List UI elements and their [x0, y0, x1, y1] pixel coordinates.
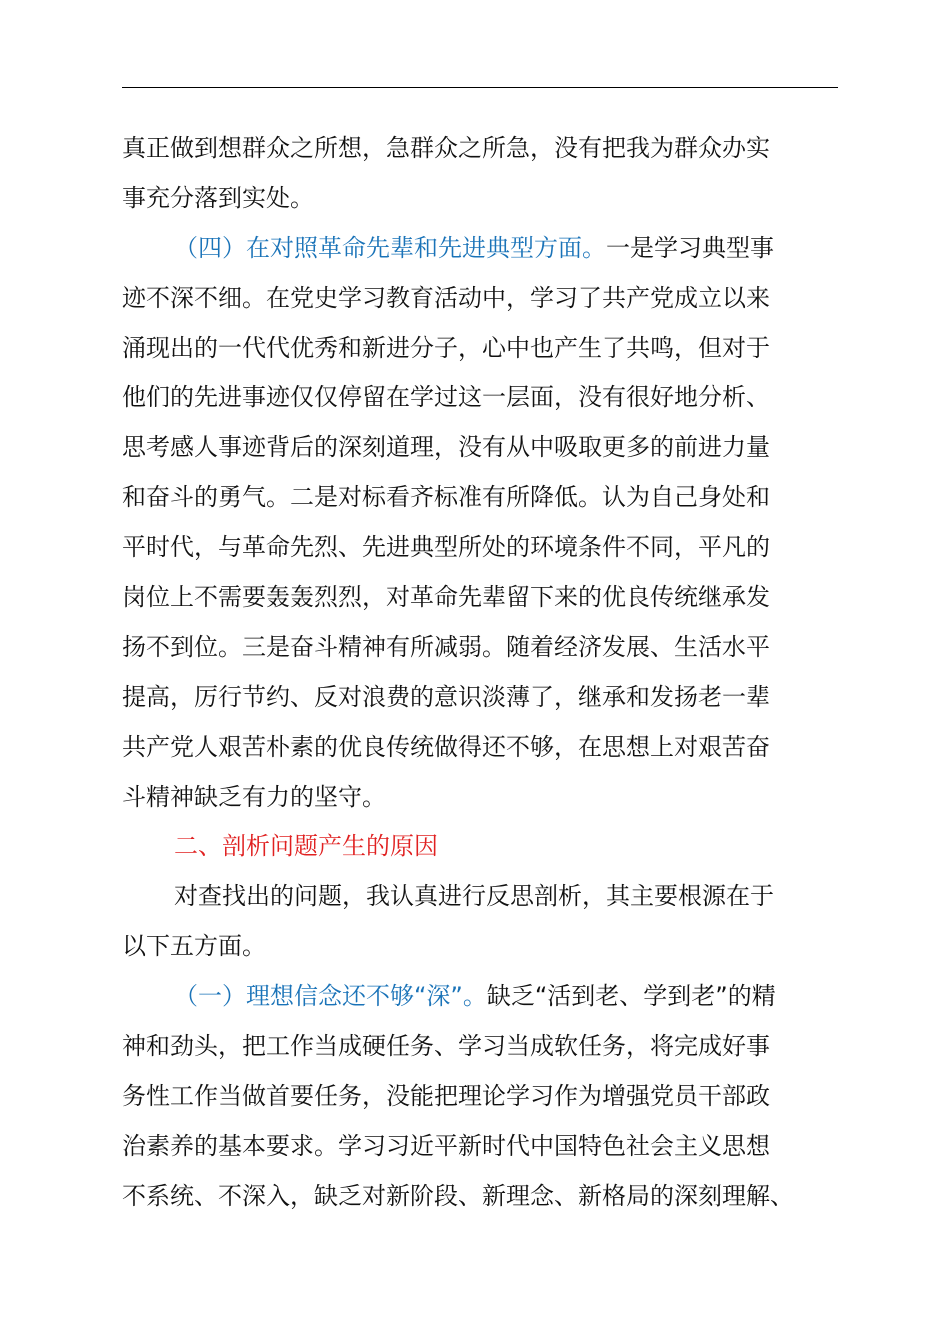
body-text: 迹不深不细。在党史学习教育活动中，学习了共产党成立以来: [122, 283, 770, 312]
text-line: [122, 972, 838, 1022]
body-text: 和奋斗的勇气。二是对标看齐标准有所降低。认为自己身处和: [122, 483, 770, 512]
text-line: [122, 922, 838, 972]
chapter-heading: 二、剖析问题产生的原因: [174, 832, 438, 861]
body-text: 事充分落到实处。: [122, 183, 314, 212]
text-line: [122, 872, 838, 922]
body-text: 神和劲头，把工作当成硬任务、学习当成软任务，将完成好事: [122, 1032, 770, 1061]
body-text: 对查找出的问题，我认真进行反思剖析，其主要根源在于: [174, 882, 774, 911]
text-line: [122, 822, 838, 872]
body-text: 以下五方面。: [122, 932, 266, 961]
body-text: 斗精神缺乏有力的坚守。: [122, 782, 386, 811]
body-text: 共产党人艰苦朴素的优良传统做得还不够，在思想上对艰苦奋: [122, 732, 770, 761]
text-line: [122, 523, 838, 573]
section-heading: （一）理想信念还不够“深”。: [174, 982, 487, 1011]
body-text: 扬不到位。三是奋斗精神有所减弱。随着经济发展、生活水平: [122, 632, 770, 661]
body-text: 一是学习典型事: [606, 233, 774, 262]
body-text: 岗位上不需要轰轰烈烈，对革命先辈留下来的优良传统继承发: [122, 583, 770, 612]
body-text: 他们的先进事迹仅仅停留在学过这一层面，没有很好地分析、: [122, 383, 770, 412]
text-line: [122, 723, 838, 773]
section-heading: （四）在对照革命先辈和先进典型方面。: [174, 233, 606, 262]
text-line: [122, 224, 838, 274]
text-line: [122, 623, 838, 673]
text-line: [122, 473, 838, 523]
text-line: [122, 1072, 838, 1122]
header-rule: [122, 87, 838, 88]
body-text: 真正做到想群众之所想，急群众之所急，没有把我为群众办实: [122, 134, 770, 162]
body-text: 务性工作当做首要任务，没能把理论学习作为增强党员干部政: [122, 1081, 770, 1110]
text-line: [122, 773, 838, 823]
text-line: [122, 573, 838, 623]
body-text: 不系统、不深入，缺乏对新阶段、新理念、新格局的深刻理解、: [122, 1181, 794, 1210]
text-line: [122, 1122, 838, 1172]
text-line: [122, 423, 838, 473]
document-body: [122, 124, 838, 1222]
text-line: [122, 1022, 838, 1072]
body-text: 缺乏“活到老、学到老”的精: [486, 982, 776, 1011]
text-line: [122, 673, 838, 723]
text-line: [122, 373, 838, 423]
text-line: [122, 1172, 838, 1222]
body-text: 平时代，与革命先烈、先进典型所处的环境条件不同，平凡的: [122, 533, 770, 562]
body-text: 涌现出的一代代优秀和新进分子，心中也产生了共鸣，但对于: [122, 333, 770, 362]
text-line: [122, 274, 838, 324]
body-text: 治素养的基本要求。学习习近平新时代中国特色社会主义思想: [122, 1131, 770, 1160]
text-line: [122, 174, 838, 224]
body-text: 思考感人事迹背后的深刻道理，没有从中吸取更多的前进力量: [122, 433, 770, 462]
body-text: 提高，厉行节约、反对浪费的意识淡薄了，继承和发扬老一辈: [122, 682, 770, 711]
text-line: [122, 324, 838, 374]
text-line: [122, 124, 838, 174]
